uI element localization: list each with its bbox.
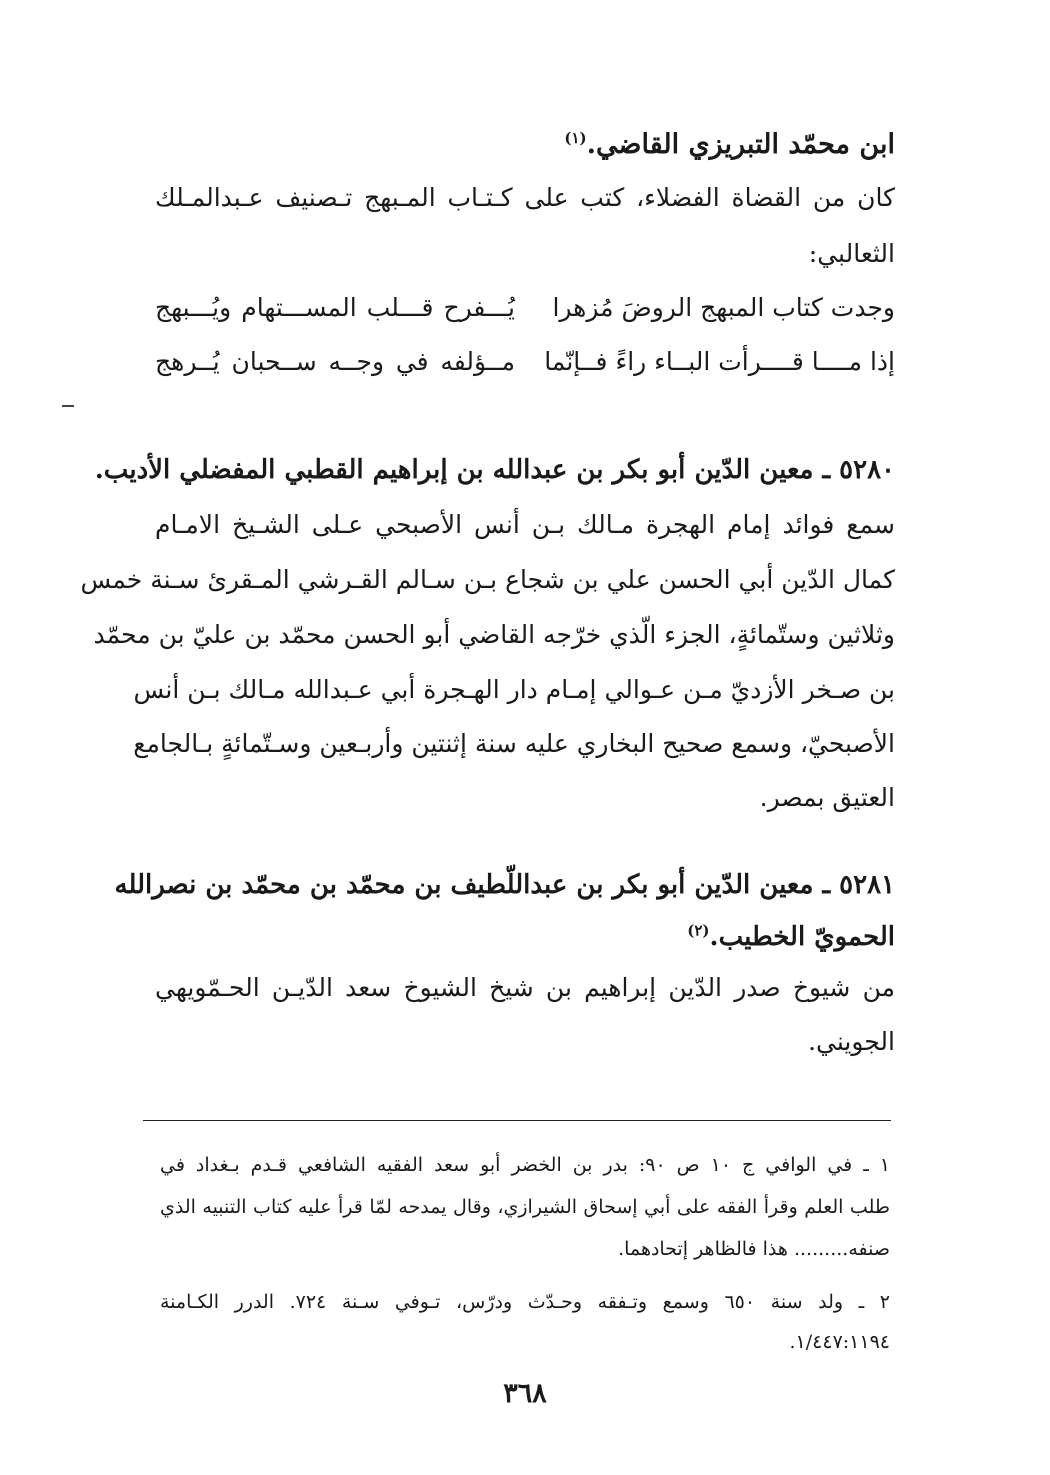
entry-5281-line: من شيوخ صدر الدّين إبراهيم بن شيخ الشيوخ سعد الدّيـن الحـمّويهي [155, 973, 895, 1002]
entry-5280-line: بن صـخر الأزديّ مـن عـوالي إمـام دار الهـجرة أبي عـبدالله مـالك بـن أنس [133, 675, 895, 704]
poem-verse-1 [155, 288, 895, 328]
margin-mark [62, 405, 74, 407]
entry-5280-line: الأصبحيّ، وسمع صحيح البخاري عليه سنة إثنتين وأربـعين وسـتّمائةٍ بـالجامع [133, 729, 895, 758]
entry-5281-title-cont [155, 917, 895, 957]
footnote-ref-2: (٢) [687, 921, 710, 940]
footnote-2-line: ٢ ـ ولد سنة ٦٥٠ وسمع وتـفقه وحـدّث ودرّس، تـوفي سـنة ٧٢٤. الدرر الكـامنة [160, 1291, 890, 1313]
page-number: ٣٦٨ [503, 1378, 547, 1409]
footnote-1-line: طلب العلم وقرأ الفقه على أبي إسحاق الشيرازي، وقال يمدحه لمّا قرأ عليه كتاب التنبيه الذي [160, 1196, 890, 1218]
entry-5280-line: وثلاثين وستّمائةٍ، الجزء الّذي خرّجه القاضي أبو الحسن محمّد بن عليّ بن محمّد [93, 620, 895, 649]
entry-5280-line: كمال الدّين أبي الحسن علي بن شجاع بـن سـالم القـرشي المـقرئ سـنة خمس [80, 565, 895, 594]
entry-5280-title: ٥٢٨٠ ـ معين الدّين أبو بكر بن عبدالله بن إبراهيم القطبي المفضلي الأديب. [94, 455, 895, 485]
entry-5281-title: ٥٢٨١ ـ معين الدّين أبو بكر بن عبداللّطيف بن محمّد بن محمّد بن نصرالله [114, 870, 895, 900]
entry-5281-line: الجويني. [808, 1027, 895, 1056]
heading-text: ابن محمّد التبريزي القاضي. [586, 129, 895, 160]
verse-hemistich-second: يُـــفرح قـــلب المســـتهام ويُـــبهج [155, 293, 515, 322]
footnote-2-line: ١/٤٤٧:١١٩٤. [789, 1331, 890, 1353]
footnote-1-line: ١ ـ في الوافي ج ١٠ ص ٩٠: بدر بن الخضر أبو سعد الفقيه الشافعي قـدم بـغداد في [160, 1154, 890, 1176]
entry-continuation-heading [155, 125, 895, 165]
poem-verse-2 [155, 342, 895, 382]
entry-5280-line: العتيق بمصر. [759, 783, 895, 812]
verse-hemistich-first: وجدت كتاب المبهج الروضَ مُزهرا [552, 293, 895, 322]
entry-5281-title-text: الحمويّ الخطيب. [709, 922, 895, 952]
verse-hemistich-second: مــؤلفه في وجــه ســحبان يُــرهج [155, 347, 515, 376]
paragraph-line: الثعالبي: [808, 239, 895, 268]
paragraph-line: كان من القضاة الفضلاء، كتب على كـتـاب المـبهج تـصنيف عـبدالمـلك [155, 183, 895, 212]
entry-5280-line: سمع فوائد إمام الهجرة مـالك بـن أنس الأصبحي عـلى الشـيخ الامـام [155, 510, 895, 539]
verse-hemistich-first: إذا مــــا قــــرأت البــاء راءً فــإنّما [544, 347, 895, 376]
footnote-ref-1: (١) [564, 129, 587, 147]
footnote-separator [143, 1120, 891, 1121]
footnote-1-line: صنفه......... هذا فالظاهر إتحادهما. [618, 1238, 890, 1260]
